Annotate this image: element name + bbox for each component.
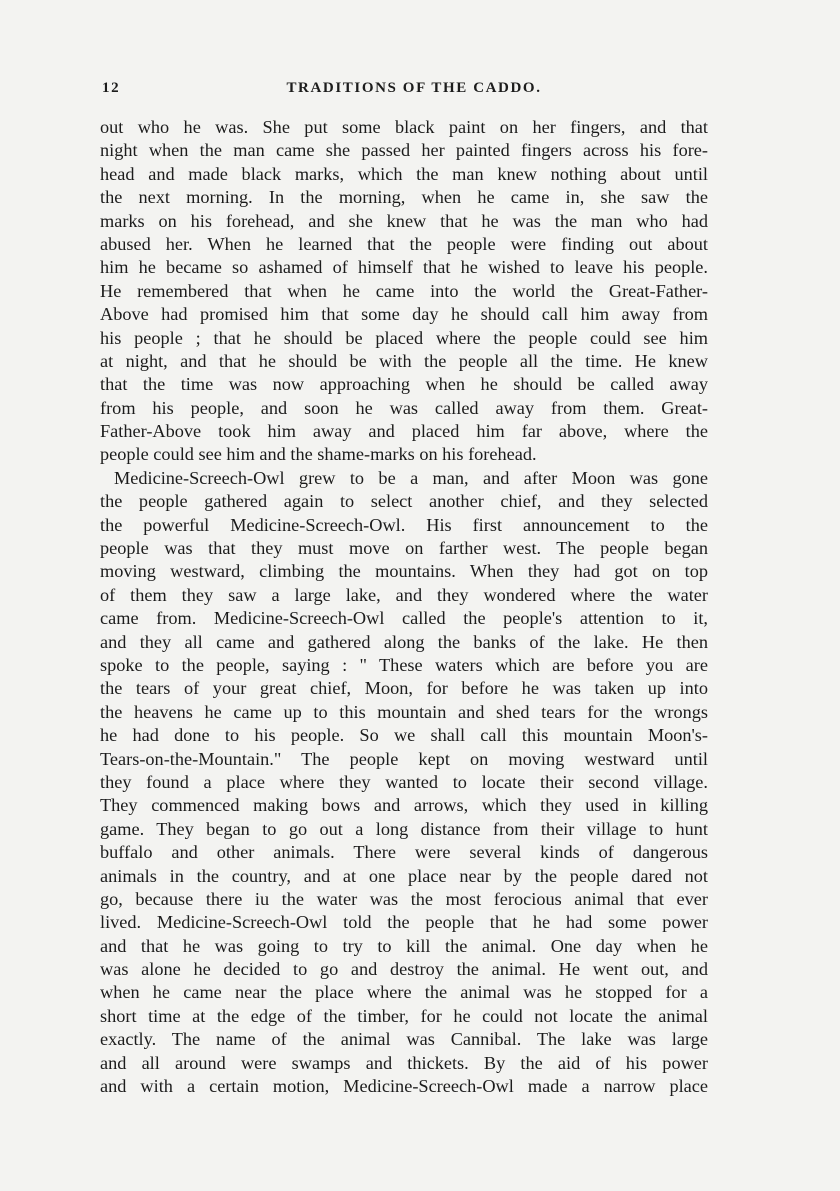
text-line: short time at the edge of the timber, for he could not locate the animal (100, 1005, 708, 1026)
text-line: they found a place where they wanted to locate their second village. (100, 771, 708, 792)
body-text (100, 116, 708, 1098)
text-line: at night, and that he should be with the people all the time. He knew (100, 350, 708, 371)
paragraph-end-line: people could see him and the shame-marks on his forehead. (100, 444, 537, 465)
text-line: He remembered that when he came into the world the Great-Father- (100, 280, 708, 301)
paragraph-start-line: Medicine-Screech-Owl grew to be a man, and after Moon was gone (114, 467, 708, 488)
text-line: night when the man came she passed her painted fingers across his fore- (100, 140, 708, 161)
page-header (100, 80, 708, 104)
text-line: and with a certain motion, Medicine-Screech-Owl made a narrow place (100, 1076, 708, 1097)
text-line: and that he was going to try to kill the animal. One day when he (100, 935, 708, 956)
text-line: lived. Medicine-Screech-Owl told the people that he had some power (100, 912, 708, 933)
text-line: head and made black marks, which the man knew nothing about until (100, 163, 708, 184)
text-line: the next morning. In the morning, when he came in, she saw the (100, 187, 708, 208)
text-line: the people gathered again to select another chief, and they selected (100, 491, 708, 512)
text-line: him he became so ashamed of himself that he wished to leave his people. (100, 257, 708, 278)
text-line: They commenced making bows and arrows, which they used in killing (100, 795, 708, 816)
text-line: he had done to his people. So we shall call this mountain Moon's- (100, 725, 708, 746)
text-line: of them they saw a large lake, and they wondered where the water (100, 584, 708, 605)
text-line: and they all came and gathered along the banks of the lake. He then (100, 631, 708, 652)
text-line: when he came near the place where the animal was he stopped for a (100, 982, 708, 1003)
text-line: game. They began to go out a long distance from their village to hunt (100, 818, 708, 839)
text-line: and all around were swamps and thickets. By the aid of his power (100, 1052, 708, 1073)
text-line: from his people, and soon he was called away from them. Great- (100, 397, 708, 418)
text-line: came from. Medicine-Screech-Owl called the people's attention to it, (100, 608, 708, 629)
text-line: out who he was. She put some black paint on her fingers, and that (100, 117, 708, 137)
page-number: 12 (102, 80, 121, 96)
text-line: spoke to the people, saying : " These waters which are before you are (100, 654, 708, 675)
text-line: his people ; that he should be placed where the people could see him (100, 327, 708, 348)
text-line: animals in the country, and at one place near by the people dared not (100, 865, 708, 886)
text-line: Above had promised him that some day he should call him away from (100, 304, 708, 325)
text-line: that the time was now approaching when he should be called away (100, 374, 708, 395)
text-line: the tears of your great chief, Moon, for before he was taken up into (100, 678, 708, 699)
text-line: exactly. The name of the animal was Cannibal. The lake was large (100, 1029, 708, 1050)
text-line: Tears-on-the-Mountain." The people kept on moving westward until (100, 748, 708, 769)
text-line: go, because there iu the water was the most ferocious animal that ever (100, 888, 708, 909)
text-line: abused her. When he learned that the people were finding out about (100, 233, 708, 254)
text-line: buffalo and other animals. There were several kinds of dangerous (100, 842, 708, 863)
running-title: TRADITIONS OF THE CADDO. (286, 80, 542, 96)
text-line: the heavens he came up to this mountain and shed tears for the wrongs (100, 701, 708, 722)
text-line: people was that they must move on farther west. The people began (100, 538, 708, 559)
text-line: the powerful Medicine-Screech-Owl. His first announcement to the (100, 514, 708, 535)
text-line: marks on his forehead, and she knew that he was the man who had (100, 210, 708, 231)
text-line: Father-Above took him away and placed him far above, where the (100, 421, 708, 442)
text-line: was alone he decided to go and destroy the animal. He went out, and (100, 959, 708, 980)
text-line: moving westward, climbing the mountains. When they had got on top (100, 561, 708, 582)
